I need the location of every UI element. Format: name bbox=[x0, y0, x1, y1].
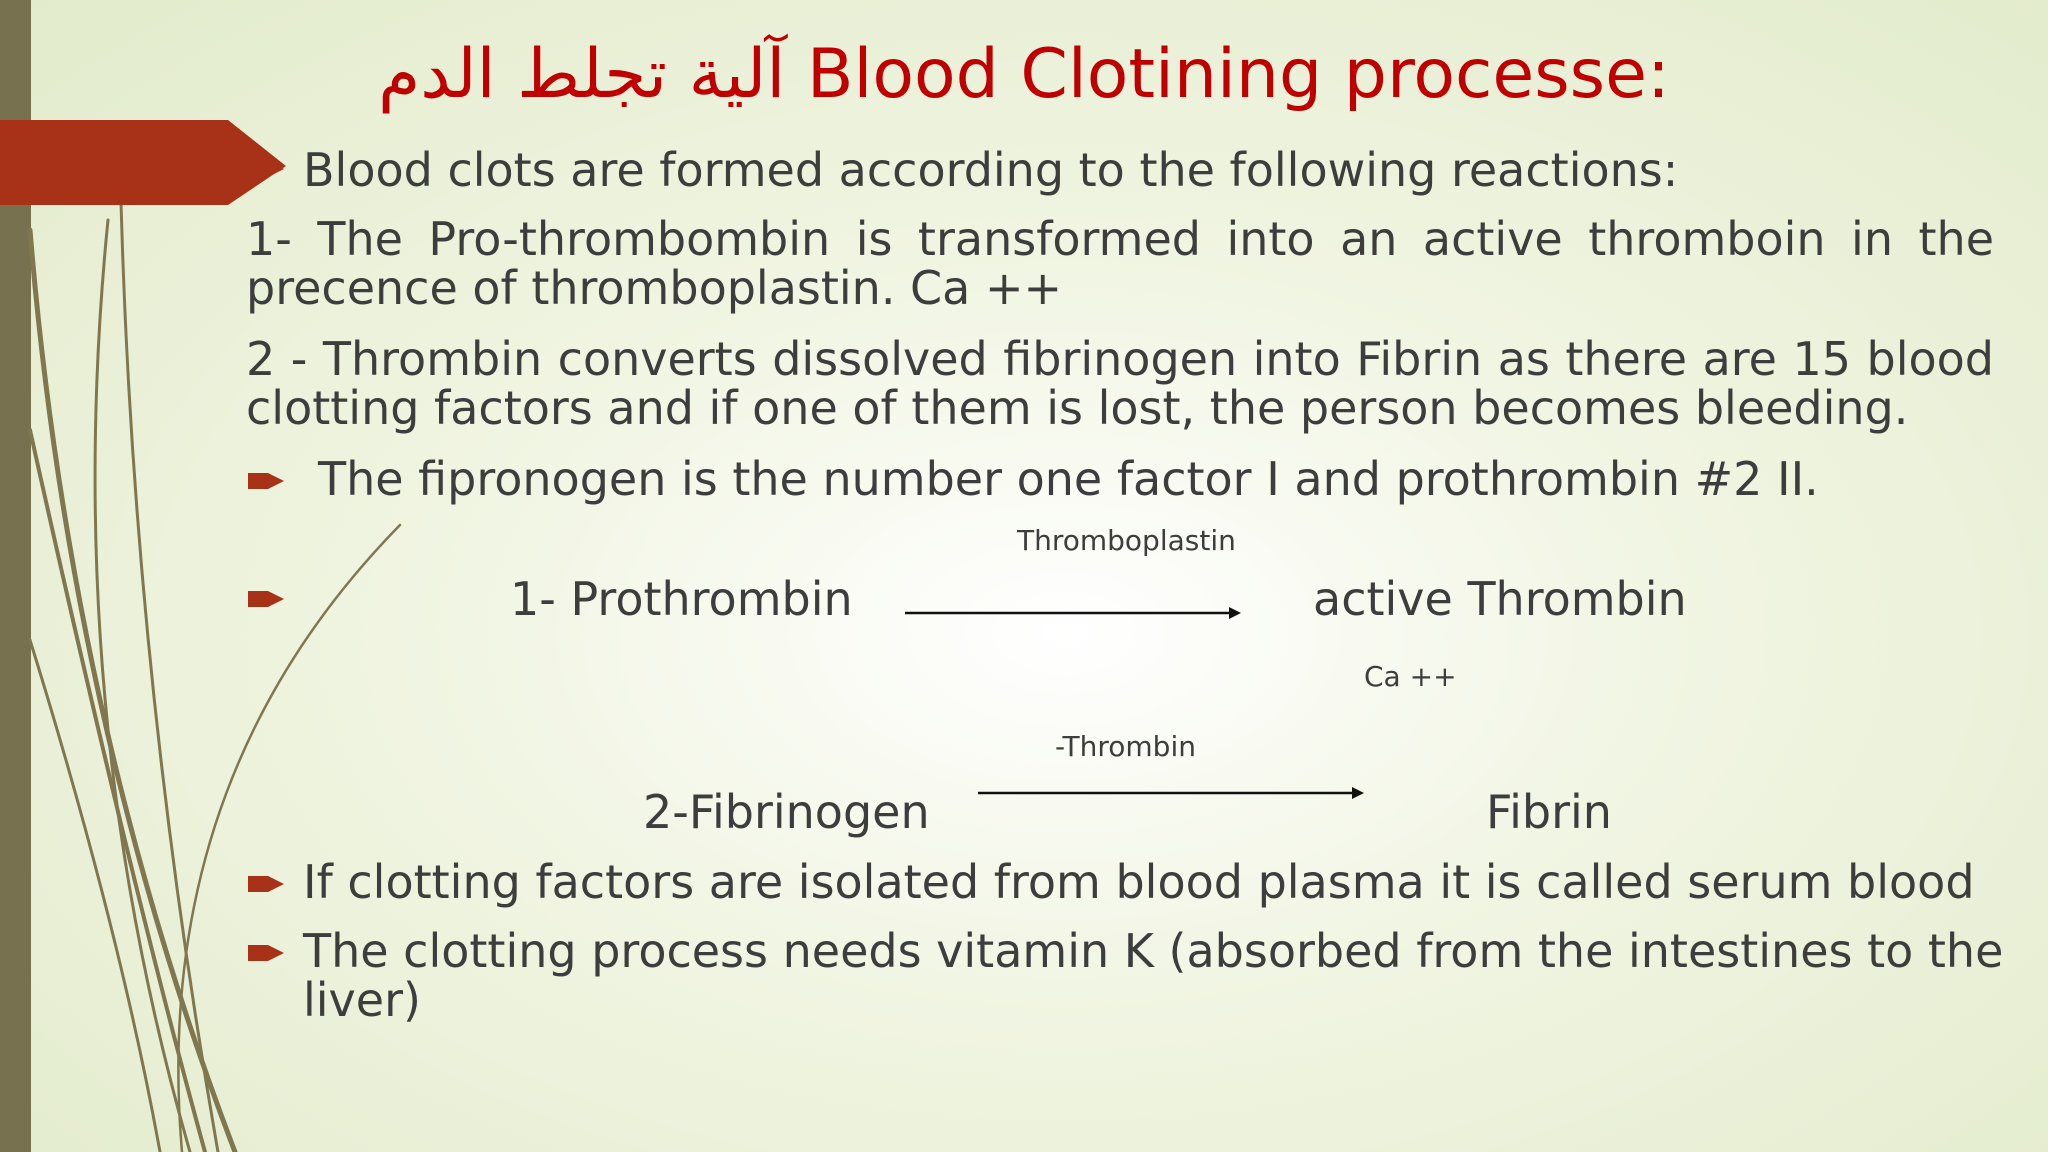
reaction-1-line-1: 1- The Pro-thrombombin is transformed into an active thromboin in the bbox=[246, 212, 1994, 266]
arrow-bullet-icon bbox=[248, 942, 286, 964]
eq1-cofactor: Ca ++ bbox=[1364, 660, 1457, 693]
reaction-arrow-icon bbox=[978, 786, 1364, 800]
reaction-2-line-2: clotting factors and if one of them is lost, the person becomes bleeding. bbox=[246, 381, 1909, 435]
eq2-reactant: 2-Fibrinogen bbox=[643, 785, 930, 839]
serum-text: If clotting factors are isolated from blood plasma it is called serum blood bbox=[303, 855, 1975, 909]
arrow-banner bbox=[0, 120, 286, 205]
reaction-arrow-icon bbox=[905, 606, 1241, 620]
eq1-product: active Thrombin bbox=[1313, 572, 1687, 626]
slide-title: آلية تجلط الدم Blood Clotining processe: bbox=[378, 35, 1670, 114]
reaction-2-line-1: 2 - Thrombin converts dissolved fibrinogen into Fibrin as there are 15 blood bbox=[246, 332, 1994, 386]
eq2-catalyst: -Thrombin bbox=[1055, 730, 1196, 763]
arrow-bullet-icon bbox=[248, 470, 286, 492]
eq1-reactant: 1- Prothrombin bbox=[510, 572, 853, 626]
arrow-bullet-icon bbox=[248, 873, 286, 895]
vitamin-text-line-1: The clotting process needs vitamin K (absorbed from the intestines to the bbox=[303, 924, 2004, 978]
factors-text: The fipronogen is the number one factor I and prothrombin #2 II. bbox=[318, 452, 1819, 506]
arrow-bullet-icon bbox=[248, 158, 286, 180]
reaction-1-line-2: precence of thromboplastin. Ca ++ bbox=[246, 261, 1063, 315]
vitamin-text-line-2: liver) bbox=[303, 973, 421, 1027]
eq2-product: Fibrin bbox=[1486, 785, 1612, 839]
arrow-bullet-icon bbox=[248, 588, 286, 610]
eq1-catalyst: Thromboplastin bbox=[1017, 524, 1236, 557]
intro-text: Blood clots are formed according to the following reactions: bbox=[303, 143, 1679, 197]
